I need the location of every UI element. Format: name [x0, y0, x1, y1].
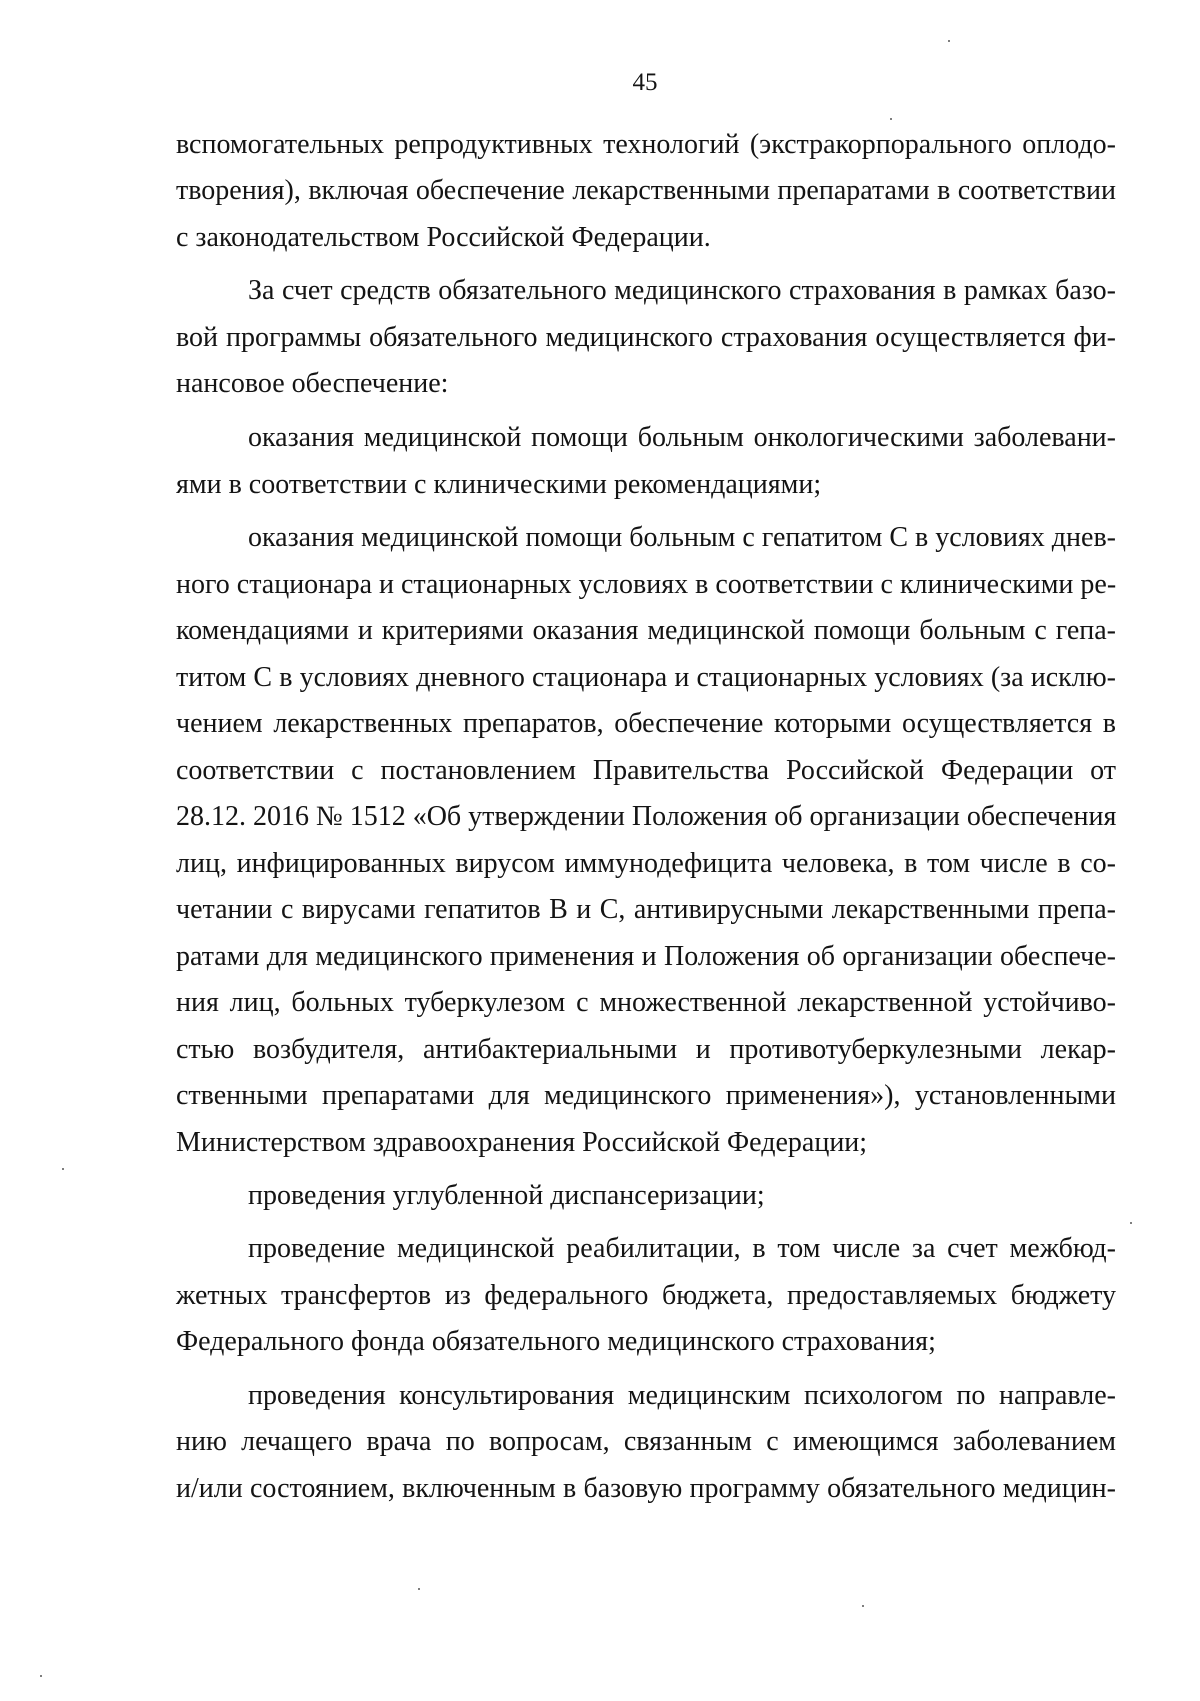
text-line: ния лиц, больных туберкулезом с множественной лекарственной устойчиво- — [176, 987, 1116, 1018]
text-line: вой программы обязательного медицинского страхования осуществляется фи- — [176, 322, 1116, 353]
text-line: вспомогательных репродуктивных технологий (экстракорпорального оплодо- — [176, 129, 1116, 160]
text-line: ратами для медицинского применения и Положения об организации обеспече- — [176, 941, 1116, 972]
text-line: За счет средств обязательного медицинского страхования в рамках базо- — [248, 275, 1116, 306]
text-line: четании с вирусами гепатитов В и С, антивирусными лекарственными препа- — [176, 894, 1116, 925]
text-line: титом С в условиях дневного стационара и стационарных условиях (за исклю- — [176, 662, 1116, 693]
text-line: проведения углубленной диспансеризации; — [248, 1180, 765, 1211]
text-line: ственными препаратами для медицинского применения»), установленными — [176, 1080, 1116, 1111]
text-line: оказания медицинской помощи больным с гепатитом С в условиях днев- — [248, 522, 1116, 553]
text-line: нию лечащего врача по вопросам, связанным с имеющимся заболеванием — [176, 1426, 1116, 1457]
scan-speck — [40, 1675, 42, 1677]
text-line: лиц, инфицированных вирусом иммунодефицита человека, в том числе в со- — [176, 848, 1116, 879]
scan-speck — [948, 40, 950, 42]
text-line: стью возбудителя, антибактериальными и противотуберкулезными лекар- — [176, 1034, 1116, 1065]
scan-speck — [862, 1605, 864, 1607]
text-line: Министерством здравоохранения Российской Федерации; — [176, 1127, 868, 1158]
text-line: чением лекарственных препаратов, обеспечение которыми осуществляется в — [176, 708, 1116, 739]
text-line: 28.12. 2016 № 1512 «Об утверждении Положения об организации обеспечения — [176, 801, 1117, 832]
scan-speck — [62, 1168, 64, 1170]
text-line: проведения консультирования медицинским психологом по направле- — [248, 1380, 1116, 1411]
text-line: оказания медицинской помощи больным онкологическими заболевани- — [248, 422, 1116, 453]
scan-speck — [1130, 1222, 1132, 1224]
text-line: творения), включая обеспечение лекарственными препаратами в соответствии — [176, 175, 1116, 206]
text-line: с законодательством Российской Федерации. — [176, 222, 711, 253]
text-line: комендациями и критериями оказания медицинской помощи больным с гепа- — [176, 615, 1116, 646]
scan-speck — [418, 1588, 420, 1590]
page-number: 45 — [632, 69, 658, 96]
text-line: ями в соответствии с клиническими рекомендациями; — [176, 469, 822, 500]
text-line: и/или состоянием, включенным в базовую программу обязательного медицин- — [176, 1473, 1116, 1504]
text-line: жетных трансфертов из федерального бюджета, предоставляемых бюджету — [176, 1280, 1116, 1311]
text-line: проведение медицинской реабилитации, в том числе за счет межбюд- — [248, 1233, 1116, 1264]
scan-speck — [890, 118, 892, 120]
text-line: ного стационара и стационарных условиях в соответствии с клиническими ре- — [176, 569, 1117, 600]
text-line: нансовое обеспечение: — [176, 368, 449, 399]
text-line: соответствии с постановлением Правительства Российской Федерации от — [176, 755, 1116, 786]
text-line: Федерального фонда обязательного медицинского страхования; — [176, 1326, 936, 1357]
